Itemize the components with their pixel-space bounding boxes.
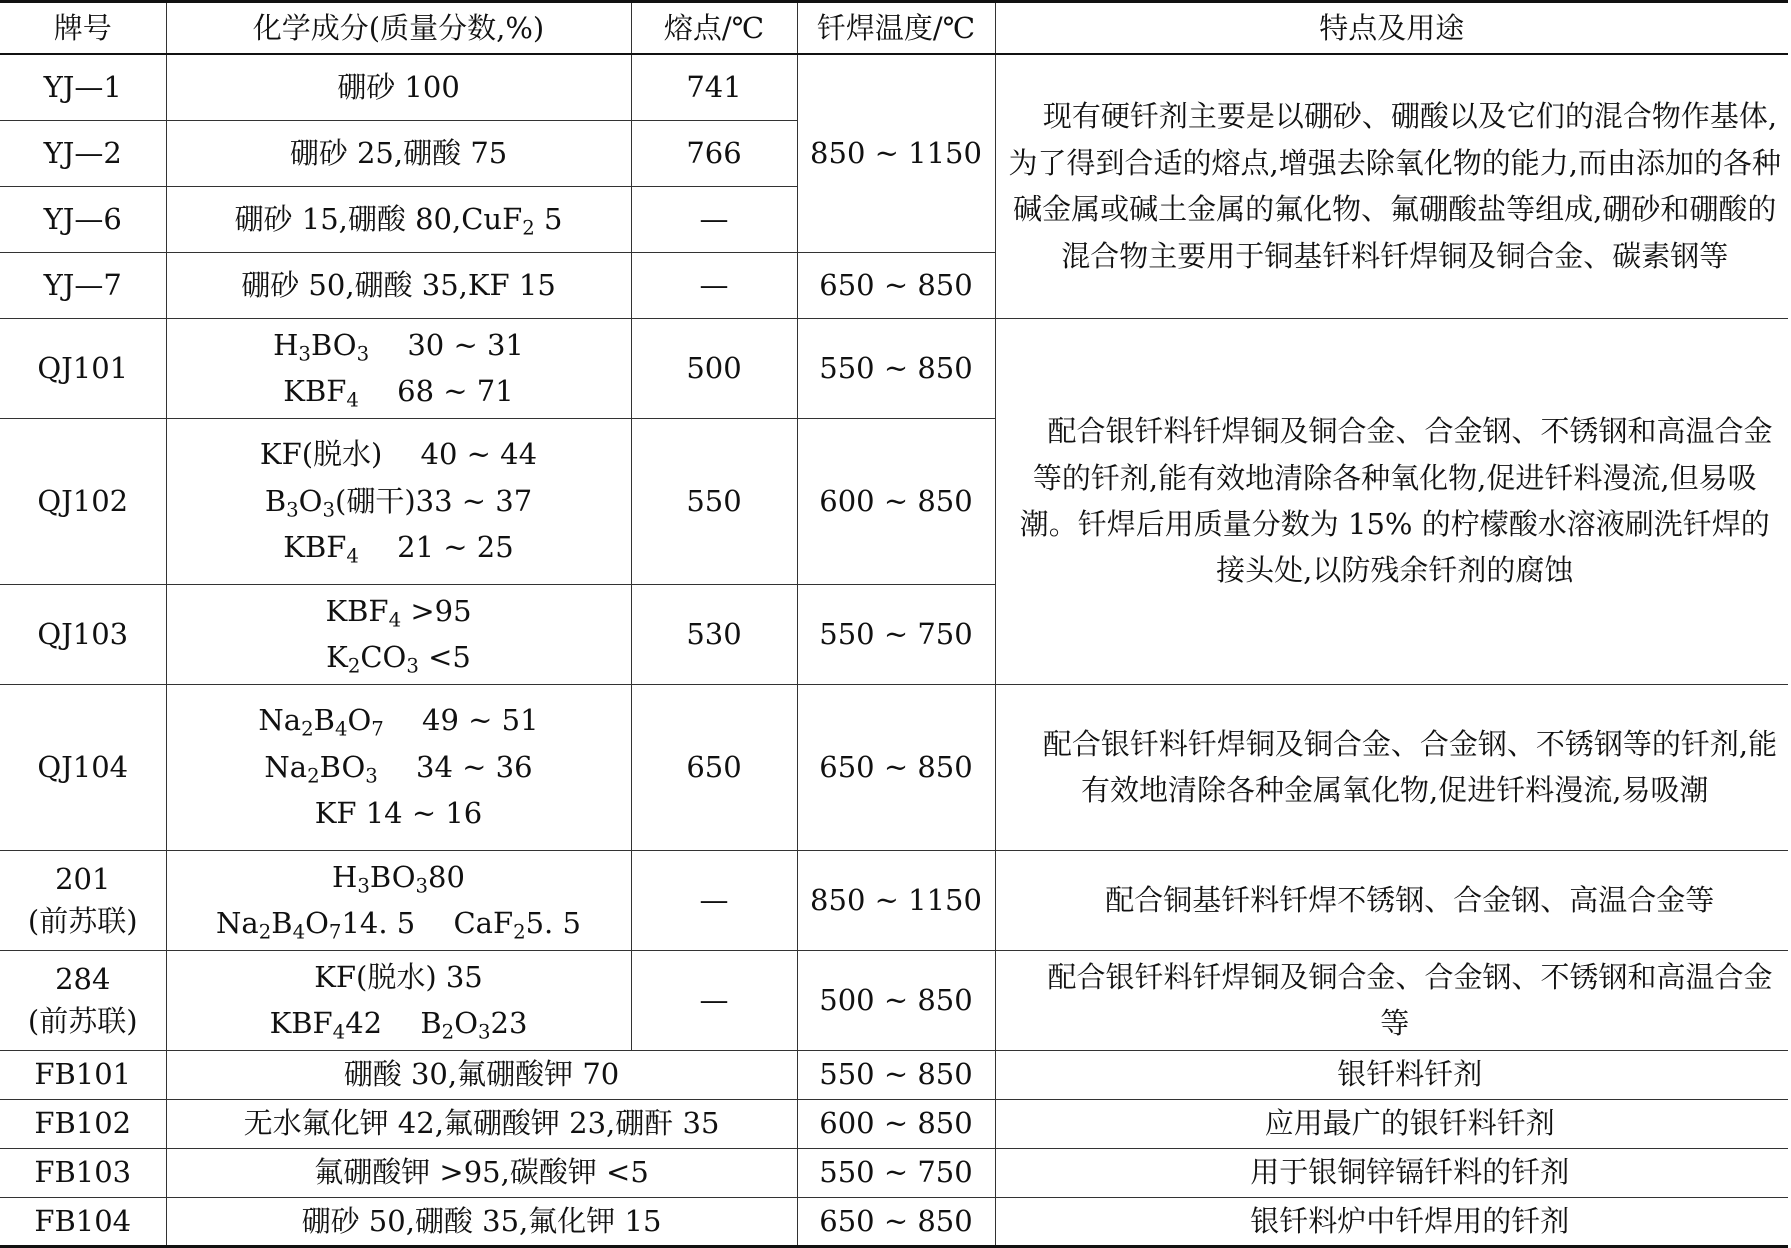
composition-line: 硼砂 100 (337, 70, 460, 105)
features-cell (995, 684, 1788, 850)
grade-cell: QJ103 (0, 584, 166, 684)
grade-cell: FB104 (0, 1197, 166, 1246)
melting-point-cell: 766 (631, 120, 797, 186)
grade-cell: FB101 (0, 1050, 166, 1099)
brazing-temp-cell: 600 ~ 850 (797, 1099, 995, 1148)
melting-point-cell: — (631, 186, 797, 252)
grade-cell: 284 (前苏联) (0, 950, 166, 1050)
brazing-temp-cell: 550 ~ 750 (797, 584, 995, 684)
composition-line: $KBF_4 >95$ (325, 593, 472, 632)
table-row (0, 1099, 1788, 1148)
table-row (0, 318, 1788, 418)
composition-line: 无水氟化钾 42,氟硼酸钾 23,硼酐 35 (243, 1106, 720, 1141)
header-brazing-temp: 钎焊温度/℃ (797, 2, 995, 55)
grade-cell: QJ101 (0, 318, 166, 418)
header-features: 特点及用途 (995, 2, 1788, 55)
features-cell (995, 950, 1788, 1050)
composition-cell (166, 1148, 797, 1197)
table-row (0, 850, 1788, 950)
brazing-temp-cell: 550 ~ 750 (797, 1148, 995, 1197)
grade-cell: YJ—6 (0, 186, 166, 252)
grade-cell: QJ104 (0, 684, 166, 850)
features-text: 配合银钎料钎焊铜及铜合金、合金钢、不锈钢和高温合金等的钎剂,能有效地清除各种氧化物,促进钎料漫流,但易吸潮。钎焊后用质量分数为 15% 的柠檬酸水溶液刷洗钎焊的接头处,以防残余钎剂的腐蚀 (1019, 414, 1773, 588)
melting-point-cell: 741 (631, 54, 797, 120)
composition-line: $H_3BO_3$ 30 ~ 31 (273, 327, 524, 366)
composition-line: $Na_2B_4O_7$ 49 ~ 51 (258, 703, 539, 741)
composition-line: $KBF_442$ $B_2O_323$ (269, 1006, 528, 1044)
composition-line: 氟硼酸钾 >95,碳酸钾 <5 (314, 1155, 649, 1190)
features-cell: 银钎料炉中钎焊用的钎剂 (995, 1197, 1788, 1246)
composition-line: KF 14 ~ 16 (314, 796, 483, 831)
composition-cell (166, 684, 631, 850)
composition-cell (166, 1197, 797, 1246)
features-cell (995, 54, 1788, 318)
brazing-temp-cell: 550 ~ 850 (797, 318, 995, 418)
composition-cell (166, 318, 631, 418)
header-melting-point: 熔点/℃ (631, 2, 797, 55)
table-row (0, 1148, 1788, 1197)
header-row (0, 2, 1788, 55)
composition-cell (166, 120, 631, 186)
composition-cell (166, 186, 631, 252)
composition-line: $Na_2B_4O_714$. 5 CaF$_2$5. 5 (216, 906, 581, 944)
composition-cell (166, 1050, 797, 1099)
brazing-temp-cell: 650 ~ 850 (797, 684, 995, 850)
grade-cell: YJ—7 (0, 252, 166, 318)
table-row (0, 54, 1788, 120)
composition-line: 硼砂 50,硼酸 35,KF 15 (241, 267, 556, 302)
composition-line: $Na_2BO_3$ 34 ~ 36 (264, 749, 533, 788)
composition-line: $KBF_4$ 68 ~ 71 (283, 374, 514, 412)
composition-cell (166, 54, 631, 120)
composition-cell (166, 950, 631, 1050)
melting-point-cell: — (631, 252, 797, 318)
composition-line: 硼砂 15,硼酸 80,CuF$_2$ 5 (234, 201, 563, 240)
brazing-temp-cell: 650 ~ 850 (797, 252, 995, 318)
grade-cell: YJ—1 (0, 54, 166, 120)
melting-point-cell: 650 (631, 684, 797, 850)
grade-cell: QJ102 (0, 418, 166, 584)
melting-point-cell: 550 (631, 418, 797, 584)
brazing-temp-cell: 500 ~ 850 (797, 950, 995, 1050)
grade-cell: YJ—2 (0, 120, 166, 186)
brazing-temp-cell: 600 ~ 850 (797, 418, 995, 584)
features-cell: 配合铜基钎料钎焊不锈钢、合金钢、高温合金等 (995, 850, 1788, 950)
composition-line: 硼砂 50,硼酸 35,氟化钾 15 (301, 1203, 662, 1238)
melting-point-cell: — (631, 850, 797, 950)
composition-line: 硼酸 30,氟硼酸钾 70 (343, 1057, 620, 1092)
composition-cell (166, 1099, 797, 1148)
composition-cell (166, 850, 631, 950)
brazing-temp-cell: 550 ~ 850 (797, 1050, 995, 1099)
brazing-temp-cell: 650 ~ 850 (797, 1197, 995, 1246)
grade-cell: FB103 (0, 1148, 166, 1197)
grade-cell: FB102 (0, 1099, 166, 1148)
features-text: 现有硬钎剂主要是以硼砂、硼酸以及它们的混合物作基体,为了得到合适的熔点,增强去除氧化物的能力,而由添加的各种碱金属或碱土金属的氟化物、氟硼酸盐等组成,硼砂和硼酸的混合物主要用于铜基钎料钎焊铜及铜合金、碳素钢等 (1008, 99, 1781, 273)
header-composition: 化学成分(质量分数,%) (166, 2, 631, 55)
composition-cell (166, 418, 631, 584)
table-row (0, 1050, 1788, 1099)
composition-line: $K_2CO_3 <5$ (326, 640, 471, 678)
table-row (0, 684, 1788, 850)
composition-line: 硼砂 25,硼酸 75 (289, 135, 508, 170)
features-cell: 应用最广的银钎料钎剂 (995, 1099, 1788, 1148)
features-text: 配合银钎料钎焊铜及铜合金、合金钢、不锈钢等的钎剂,能有效地清除各种金属氧化物,促进钎料漫流,易吸潮 (1042, 726, 1778, 807)
header-grade: 牌号 (0, 2, 166, 55)
composition-cell (166, 252, 631, 318)
brazing-temp-cell: 850 ~ 1150 (797, 54, 995, 252)
composition-line: KF(脱水) 40 ~ 44 (259, 437, 538, 472)
composition-line: KF(脱水) 35 (314, 959, 483, 994)
composition-line: $H_3BO_380$ (332, 859, 465, 898)
features-cell (995, 318, 1788, 684)
brazing-temp-cell: 850 ~ 1150 (797, 850, 995, 950)
melting-point-cell: — (631, 950, 797, 1050)
features-cell: 银钎料钎剂 (995, 1050, 1788, 1099)
composition-line: $KBF_4$ 21 ~ 25 (283, 530, 514, 568)
composition-line: $B_3O_3$(硼干)33 ~ 37 (264, 483, 533, 522)
melting-point-cell: 500 (631, 318, 797, 418)
table-row (0, 1197, 1788, 1246)
grade-cell: 201 (前苏联) (0, 850, 166, 950)
features-cell: 用于银铜锌镉钎料的钎剂 (995, 1148, 1788, 1197)
composition-cell (166, 584, 631, 684)
features-text: 配合银钎料钎焊铜及铜合金、合金钢、不锈钢和高温合金等 (1047, 959, 1773, 1040)
table-row (0, 950, 1788, 1050)
melting-point-cell: 530 (631, 584, 797, 684)
